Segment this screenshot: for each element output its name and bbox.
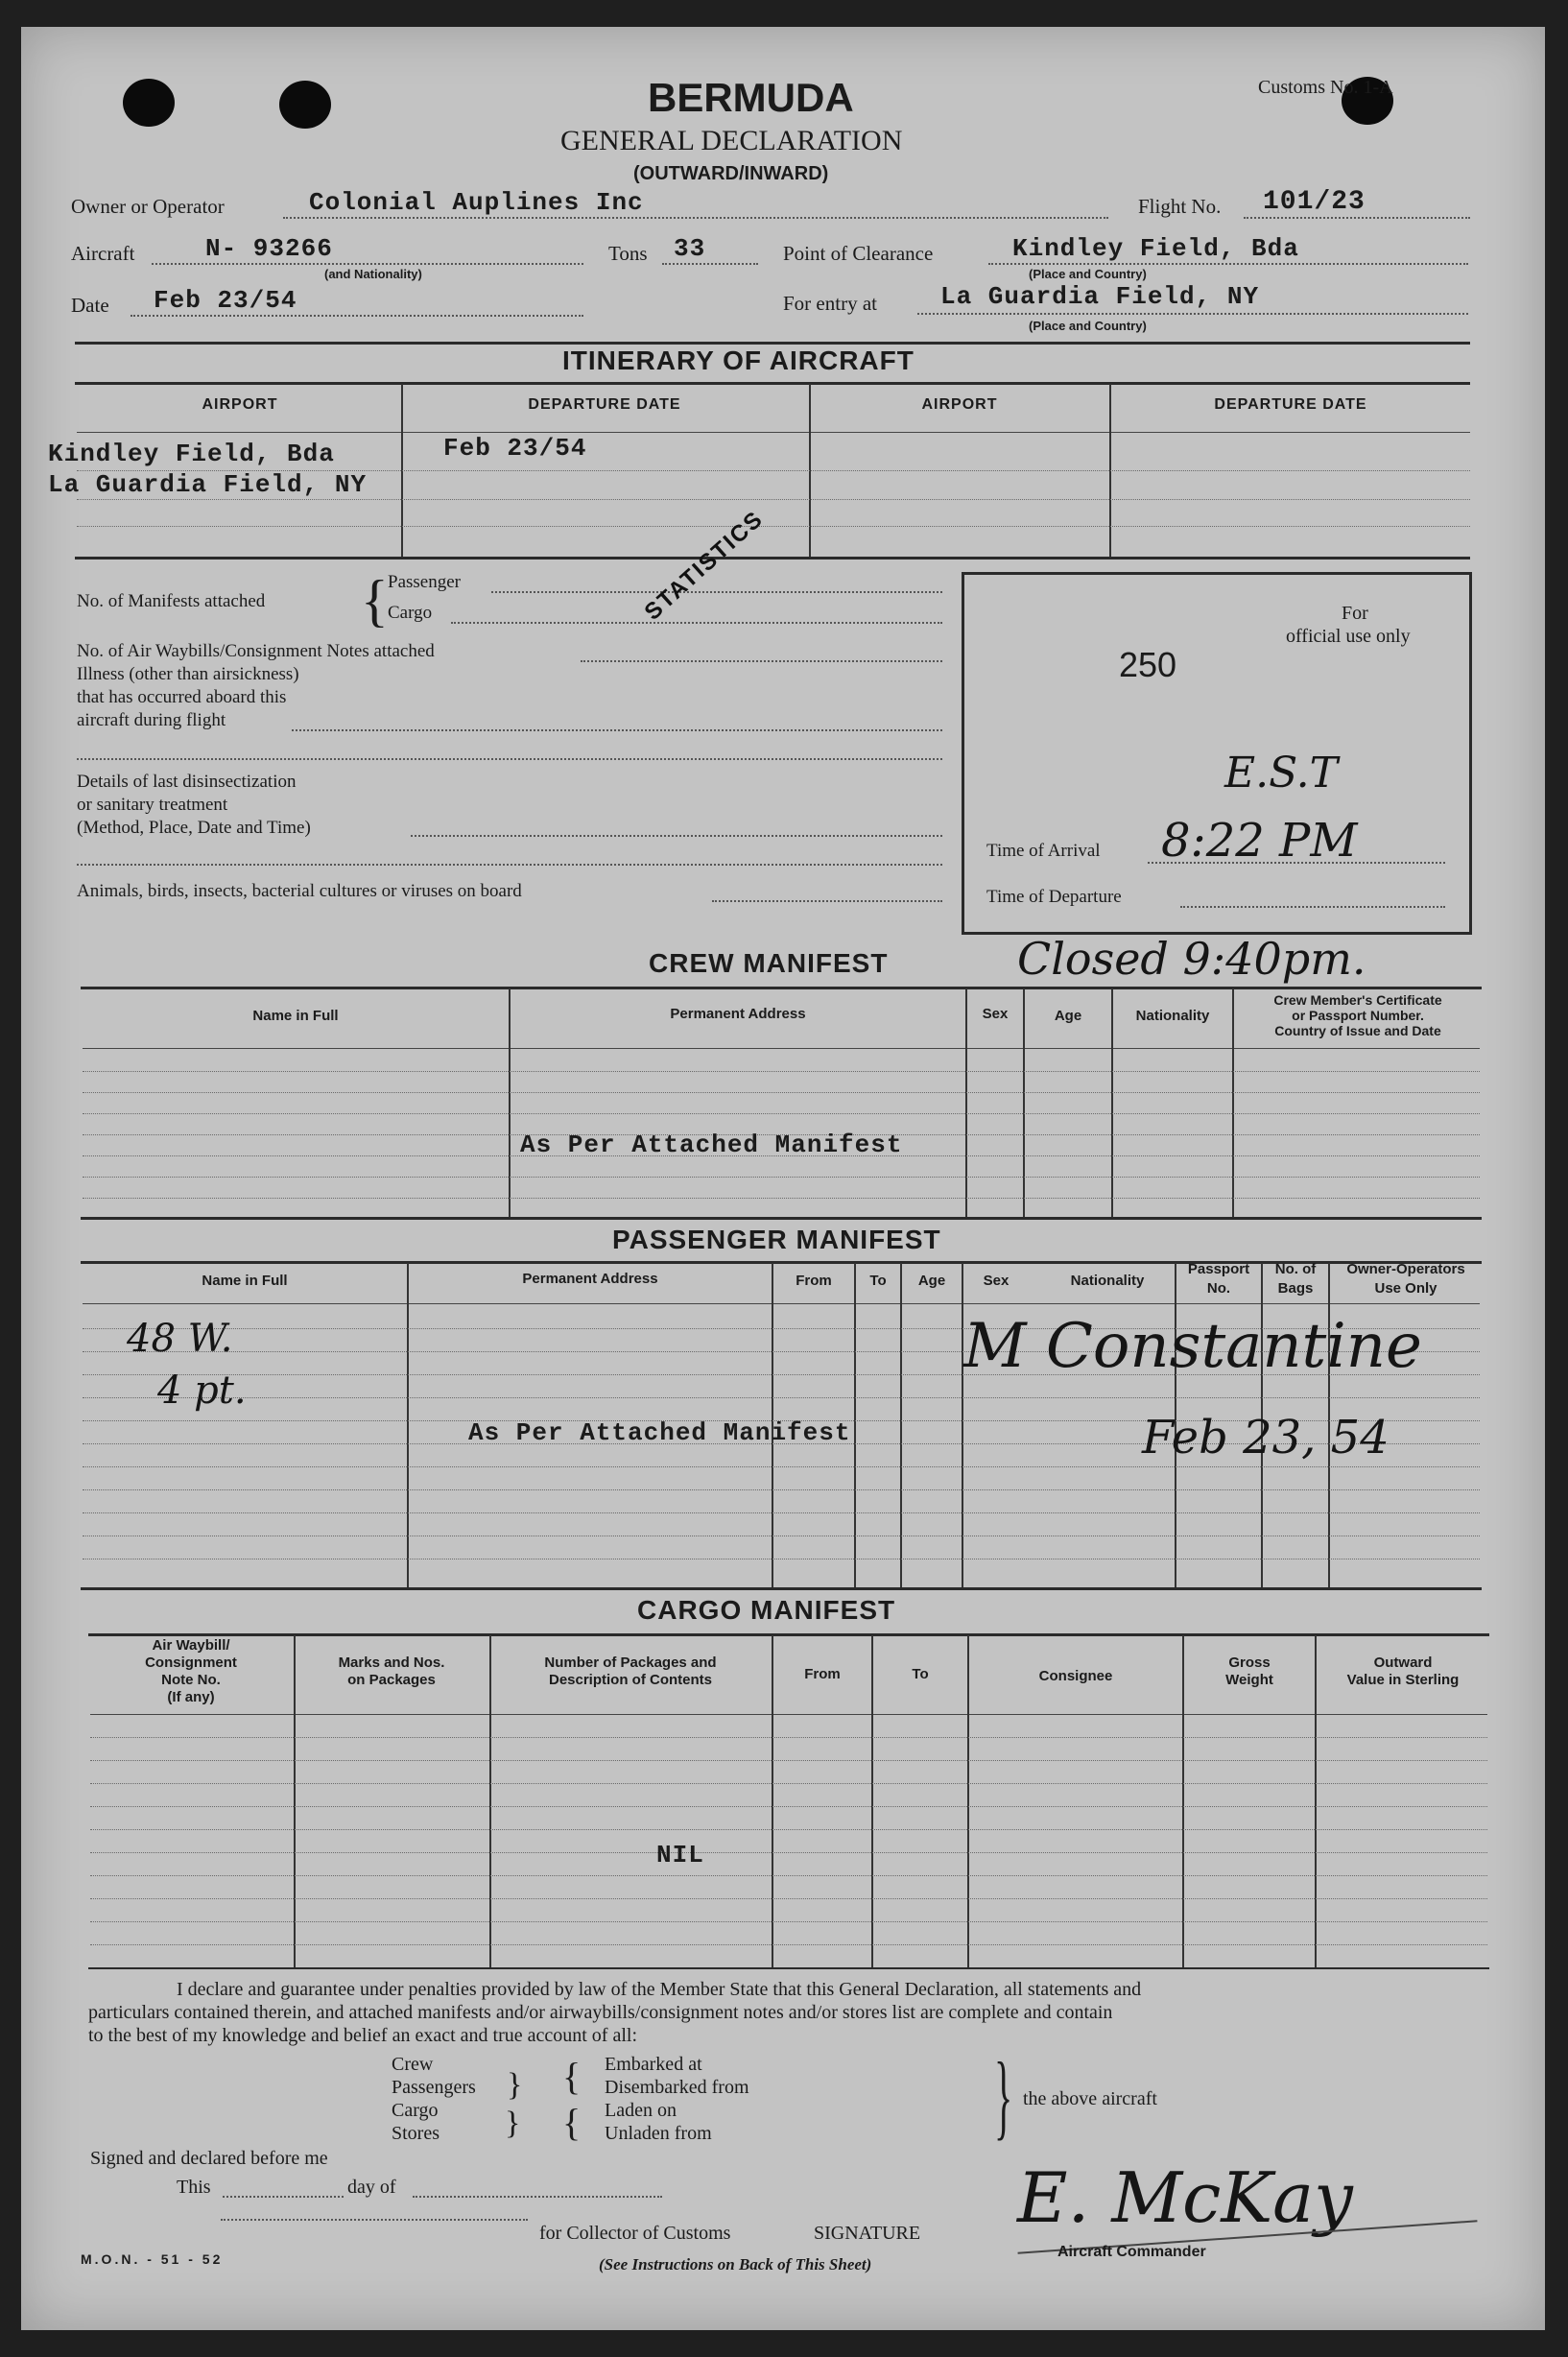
cargo-divider	[294, 1635, 296, 1967]
disinsect-line-3: (Method, Place, Date and Time)	[77, 818, 311, 838]
crew-col-cert-1: Crew Member's Certificate	[1273, 992, 1442, 1008]
itin-row2-airport: La Guardia Field, NY	[48, 470, 368, 499]
declaration-line-2: particulars contained therein, and attached manifests and/or airwaybills/consignment notes and/or stores list are complete and contain	[88, 2002, 1113, 2023]
cargo-col-number-1: Number of Packages and	[544, 1655, 717, 1671]
crew-header-underline	[83, 1048, 1480, 1049]
cargo-row-line	[90, 1875, 1487, 1876]
pass-row-line	[83, 1397, 1480, 1398]
itin-row-line	[77, 526, 1470, 527]
crew-divider	[1023, 988, 1025, 1217]
pass-divider	[407, 1263, 409, 1587]
manifests-cargo: Cargo	[388, 603, 433, 623]
pass-col-nationality: Nationality	[1070, 1273, 1145, 1289]
pass-row-line	[83, 1466, 1480, 1467]
arrival-label: Time of Arrival	[986, 841, 1101, 861]
illness-line-1: Illness (other than airsickness)	[77, 664, 299, 684]
animals-line	[712, 900, 942, 902]
crew-divider	[509, 988, 511, 1217]
decl-brace-5: }	[994, 2042, 1013, 2149]
aircraft-line	[152, 263, 583, 265]
passenger-entry: As Per Attached Manifest	[468, 1418, 851, 1447]
pass-row-line	[83, 1512, 1480, 1513]
decl-commander: Aircraft Commander	[1057, 2244, 1206, 2260]
decl-this-line	[223, 2196, 344, 2198]
crew-divider	[1232, 988, 1234, 1217]
decl-cargo: Cargo	[392, 2100, 439, 2121]
cargo-line	[451, 622, 942, 624]
official-zone: E.S.T	[1224, 749, 1339, 798]
itin-col-airport-2: AIRPORT	[921, 396, 998, 413]
declaration-line-1: I declare and guarantee under penalties provided by law of the Member State that this General Declaration, all statements and	[177, 1979, 1142, 2000]
form-number: Customs No. 1-A	[1258, 77, 1393, 98]
pass-col-passport-1: Passport	[1187, 1261, 1250, 1277]
itinerary-top-rule	[75, 342, 1470, 345]
crew-row-line	[83, 1071, 1480, 1072]
disinsect-line	[411, 835, 942, 837]
passenger-header-underline	[83, 1303, 1480, 1304]
cargo-row-line	[90, 1898, 1487, 1899]
decl-above-aircraft: the above aircraft	[1023, 2088, 1157, 2109]
cargo-divider	[871, 1635, 873, 1967]
pass-col-bags-1: No. of	[1274, 1261, 1317, 1277]
cargo-col-gross-2: Weight	[1225, 1672, 1273, 1688]
crew-closed-note: Closed 9:40pm.	[1017, 933, 1366, 985]
cargo-col-waybill-3: Note No.	[161, 1672, 221, 1688]
clearance-value: Kindley Field, Bda	[1012, 234, 1299, 263]
itinerary-header-rule	[75, 382, 1470, 385]
flight-label: Flight No.	[1138, 195, 1222, 218]
decl-unladen: Unladen from	[605, 2123, 712, 2144]
official-number: 250	[1119, 645, 1177, 684]
cargo-col-to: To	[912, 1666, 929, 1682]
pass-divider	[854, 1263, 856, 1587]
itin-col-departure-1: DEPARTURE DATE	[528, 396, 681, 413]
decl-brace-4: {	[562, 2101, 582, 2144]
itinerary-title: ITINERARY OF AIRCRAFT	[562, 345, 915, 375]
crew-row-line	[83, 1198, 1480, 1199]
decl-crew: Crew	[392, 2054, 434, 2075]
crew-entry: As Per Attached Manifest	[520, 1131, 903, 1159]
decl-instructions: (See Instructions on Back of This Sheet)	[599, 2255, 872, 2274]
pass-col-owner-2: Use Only	[1374, 1280, 1437, 1297]
crew-col-nationality: Nationality	[1135, 1008, 1210, 1024]
cargo-row-line	[90, 1921, 1487, 1922]
decl-this: This	[177, 2177, 211, 2198]
cargo-divider	[772, 1635, 773, 1967]
passenger-bottom-rule	[81, 1587, 1482, 1590]
crew-col-name: Name in Full	[252, 1008, 339, 1024]
punch-hole-left	[123, 79, 175, 127]
crew-divider	[965, 988, 967, 1217]
cargo-top-rule	[88, 1633, 1489, 1636]
decl-day-of: day of	[347, 2177, 396, 2198]
passenger-title: PASSENGER MANIFEST	[612, 1225, 941, 1254]
aircraft-sub: (and Nationality)	[324, 267, 422, 281]
entry-label: For entry at	[783, 292, 877, 315]
owner-line	[283, 217, 1108, 219]
itin-row1-date: Feb 23/54	[443, 434, 587, 463]
decl-embarked: Embarked at	[605, 2054, 702, 2075]
pass-col-from: From	[796, 1273, 832, 1289]
flight-value: 101/23	[1263, 187, 1366, 217]
pass-row-line	[83, 1489, 1480, 1490]
cargo-col-value-2: Value in Sterling	[1346, 1672, 1460, 1688]
entry-value: La Guardia Field, NY	[940, 282, 1260, 311]
pass-col-passport-2: No.	[1206, 1280, 1231, 1297]
date-line	[131, 315, 583, 317]
crew-col-cert-2: or Passport Number.	[1292, 1008, 1424, 1023]
cargo-col-waybill-2: Consignment	[145, 1655, 237, 1671]
illness-line-extra	[77, 758, 942, 760]
passenger-line	[491, 591, 942, 593]
clearance-label: Point of Clearance	[783, 242, 934, 265]
itin-row-line	[77, 499, 1470, 500]
form-title: BERMUDA	[648, 75, 854, 120]
decl-day-of-line	[413, 2196, 662, 2198]
statistics-stamp: STATISTICS	[639, 505, 769, 626]
cargo-col-marks-1: Marks and Nos.	[338, 1655, 445, 1671]
manifests-passenger: Passenger	[388, 572, 461, 592]
itin-header-underline	[77, 432, 1470, 433]
owner-label: Owner or Operator	[71, 195, 225, 218]
decl-brace-1: }	[507, 2067, 523, 2103]
disinsect-line-extra	[77, 864, 942, 866]
tons-line	[662, 263, 758, 265]
date-value: Feb 23/54	[154, 286, 297, 315]
illness-line	[292, 729, 942, 731]
cargo-divider	[489, 1635, 491, 1967]
pass-divider	[900, 1263, 902, 1587]
pass-col-to: To	[869, 1273, 887, 1289]
pass-col-age: Age	[917, 1273, 946, 1289]
decl-signed: Signed and declared before me	[90, 2148, 328, 2169]
cargo-row-line	[90, 1783, 1487, 1784]
manifests-brace: {	[361, 569, 389, 632]
departure-time-label: Time of Departure	[986, 887, 1122, 907]
crew-divider	[1111, 988, 1113, 1217]
date-label: Date	[71, 294, 109, 317]
itin-row1-airport: Kindley Field, Bda	[48, 440, 335, 468]
cargo-col-waybill-1: Air Waybill/	[152, 1637, 230, 1654]
aircraft-label: Aircraft	[71, 242, 135, 265]
illness-line-2: that has occurred aboard this	[77, 687, 287, 707]
cargo-title: CARGO MANIFEST	[637, 1595, 896, 1625]
itin-col-departure-2: DEPARTURE DATE	[1214, 396, 1367, 413]
flight-line	[1244, 217, 1470, 219]
departure-time-line	[1180, 906, 1445, 908]
decl-brace-2: }	[505, 2106, 521, 2141]
animals-label: Animals, birds, insects, bacterial cultures or viruses on board	[77, 881, 522, 901]
cargo-row-line	[90, 1806, 1487, 1807]
decl-disembarked: Disembarked from	[605, 2077, 749, 2098]
passenger-hand-count-1: 48 W.	[127, 1317, 233, 1361]
decl-collector-line	[221, 2219, 528, 2221]
form-subtitle: GENERAL DECLARATION	[560, 125, 903, 156]
place-country-2: (Place and Country)	[1029, 319, 1147, 333]
waybills-label: No. of Air Waybills/Consignment Notes attached	[77, 641, 435, 661]
official-heading-1: For	[1342, 603, 1368, 624]
crew-col-address: Permanent Address	[670, 1006, 806, 1022]
itin-col-airport-1: AIRPORT	[202, 396, 278, 413]
place-country-1: (Place and Country)	[1029, 267, 1147, 281]
passenger-signature: M Constantine	[963, 1311, 1422, 1382]
cargo-row-line	[90, 1737, 1487, 1738]
form-direction: (OUTWARD/INWARD)	[633, 163, 829, 184]
cargo-col-value-1: Outward	[1373, 1655, 1433, 1671]
decl-laden: Laden on	[605, 2100, 677, 2121]
decl-stores: Stores	[392, 2123, 440, 2144]
tons-label: Tons	[608, 242, 648, 265]
decl-signature-label: SIGNATURE	[814, 2223, 921, 2244]
cargo-row-line	[90, 1852, 1487, 1853]
cargo-divider	[1182, 1635, 1184, 1967]
cargo-row-line	[90, 1829, 1487, 1830]
crew-col-age: Age	[1054, 1008, 1082, 1024]
cargo-row-line	[90, 1760, 1487, 1761]
pass-col-name: Name in Full	[202, 1273, 288, 1289]
crew-row-line	[83, 1092, 1480, 1093]
cargo-col-consignee: Consignee	[1038, 1668, 1113, 1684]
decl-passengers: Passengers	[392, 2077, 476, 2098]
cargo-col-from: From	[804, 1666, 841, 1682]
cargo-col-gross-1: Gross	[1228, 1655, 1271, 1671]
cargo-bottom-rule	[88, 1967, 1489, 1969]
crew-row-line	[83, 1113, 1480, 1114]
pass-col-address: Permanent Address	[522, 1271, 658, 1287]
disinsect-line-1: Details of last disinsectization	[77, 772, 297, 792]
entry-line	[917, 313, 1468, 315]
cargo-divider	[1315, 1635, 1317, 1967]
crew-col-cert-3: Country of Issue and Date	[1274, 1023, 1441, 1038]
aircraft-value: N- 93266	[205, 234, 333, 263]
owner-value: Colonial Auplines Inc	[309, 188, 644, 217]
cargo-header-underline	[90, 1714, 1487, 1715]
illness-line-3: aircraft during flight	[77, 710, 226, 730]
crew-row-line	[83, 1177, 1480, 1178]
pass-col-owner-1: Owner-Operators	[1346, 1261, 1465, 1277]
crew-top-rule	[81, 987, 1482, 989]
declaration-line-3: to the best of my knowledge and belief an exact and true account of all:	[88, 2025, 638, 2046]
crew-col-sex: Sex	[982, 1006, 1009, 1022]
decl-brace-3: {	[562, 2055, 582, 2098]
pass-col-bags-2: Bags	[1277, 1280, 1314, 1297]
tons-value: 33	[674, 234, 706, 263]
arrival-value: 8:22 PM	[1161, 814, 1358, 868]
punch-hole-center	[279, 81, 331, 129]
cargo-entry: NIL	[656, 1841, 704, 1869]
arrival-line	[1148, 862, 1445, 864]
cargo-divider	[967, 1635, 969, 1967]
cargo-col-marks-2: on Packages	[347, 1672, 436, 1688]
itinerary-bottom-rule	[75, 557, 1470, 559]
cargo-row-line	[90, 1944, 1487, 1945]
pass-col-sex: Sex	[983, 1273, 1010, 1289]
crew-title: CREW MANIFEST	[649, 948, 889, 978]
cargo-col-number-2: Description of Contents	[548, 1672, 712, 1688]
passenger-hand-count-2: 4 pt.	[157, 1369, 247, 1413]
disinsect-line-2: or sanitary treatment	[77, 795, 228, 815]
commander-signature: E. McKay	[1017, 2157, 1353, 2238]
decl-form-code: M.O.N. - 51 - 52	[81, 2251, 224, 2267]
crew-bottom-rule	[81, 1217, 1482, 1220]
clearance-line	[988, 263, 1468, 265]
waybills-line	[581, 660, 942, 662]
official-heading-2: official use only	[1286, 626, 1411, 647]
cargo-col-waybill-4: (If any)	[167, 1689, 215, 1705]
manifests-label: No. of Manifests attached	[77, 591, 266, 611]
decl-collector: for Collector of Customs	[539, 2223, 731, 2244]
passenger-signature-date: Feb 23, 54	[1142, 1411, 1390, 1464]
